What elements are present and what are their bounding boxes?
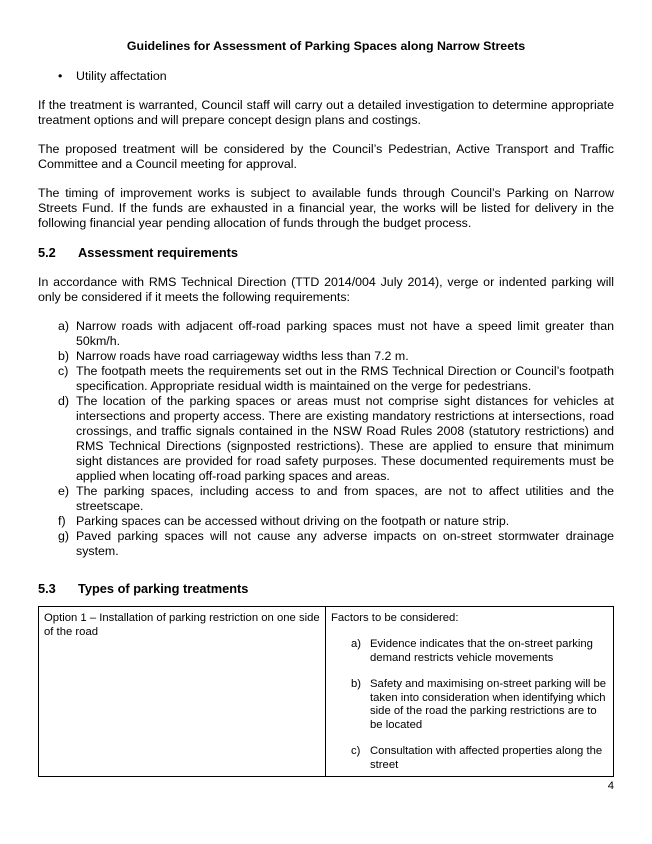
parking-treatments-table [38,606,614,777]
factors-cell [326,607,614,777]
paragraph-timing: The timing of improvement works is subject to available funds through Council’s Parking on Narrow Streets Fund. If the funds are exhausted in a financial year, the works will be listed for delivery in the following financial year pending allocation of funds through the budget process. [38,186,614,230]
list-item: c) The footpath meets the requirements set out in the RMS Technical Direction or Council’s footpath specification. Appropriate residual width is maintained on the verge for pedestrians. [58,364,614,393]
option-cell: Option 1 – Installation of parking restriction on one side of the road [39,607,326,777]
list-item: g) Paved parking spaces will not cause any adverse impacts on on-street stormwater drainage system. [58,529,614,558]
list-item: d) The location of the parking spaces or areas must not comprise sight distances for vehicles at intersections and property access. There are existing mandatory restrictions at intersections, road crossings, and traffic signals contained in the NSW Road Rules 2008 (statutory restrictions) and RMS Technical Directions (signposted restrictions). These are applied to ensure that minimum sight distances are provided for road safety purposes. These documented requirements must be applied when locating off-road parking spaces and areas. [58,394,614,483]
section-number: 5.2 [38,245,56,260]
bullet-item [58,69,167,83]
requirements-list [38,319,614,559]
paragraph-proposed-treatment: The proposed treatment will be considered by the Council’s Pedestrian, Active Transport and Traffic Committee and a Council meeting for approval. [38,142,614,171]
list-item: b) Narrow roads have road carriageway widths less than 7.2 m. [58,349,409,363]
table-row [39,607,614,777]
list-item: c) Consultation with affected properties along the street [351,745,603,771]
section-title: Types of parking treatments [78,581,249,596]
list-item: a) Narrow roads with adjacent off-road parking spaces must not have a speed limit greater than 50km/h. [58,319,614,348]
section-heading-5-3 [38,581,248,596]
list-item: f) Parking spaces can be accessed without driving on the footpath or nature strip. [58,514,510,528]
list-item: a) Evidence indicates that the on-street parking demand restricts vehicle movements [351,638,593,664]
section-number: 5.3 [38,581,56,596]
section-title: Assessment requirements [78,245,239,260]
document-title: Guidelines for Assessment of Parking Spaces along Narrow Streets [126,39,526,53]
page-number: 4 [607,780,614,792]
section-heading-5-2 [38,245,238,260]
list-item: b) Safety and maximising on-street parking will be taken into consideration when identifying which side of the road the parking restrictions are to be located [351,678,607,731]
bullet-dot-icon: • [58,69,63,83]
paragraph-treatment-warranted: If the treatment is warranted, Council staff will carry out a detailed investigation to determine appropriate treatment options and will prepare concept design plans and costings. [38,98,614,127]
list-item: e) The parking spaces, including access to and from spaces, are not to affect utilities and the streetscape. [58,484,614,513]
factors-heading: Factors to be considered: [331,612,459,624]
bullet-text: Utility affectation [76,69,167,83]
assessment-intro: In accordance with RMS Technical Direction (TTD 2014/004 July 2014), verge or indented parking will only be considered if it meets the following requirements: [38,275,614,304]
